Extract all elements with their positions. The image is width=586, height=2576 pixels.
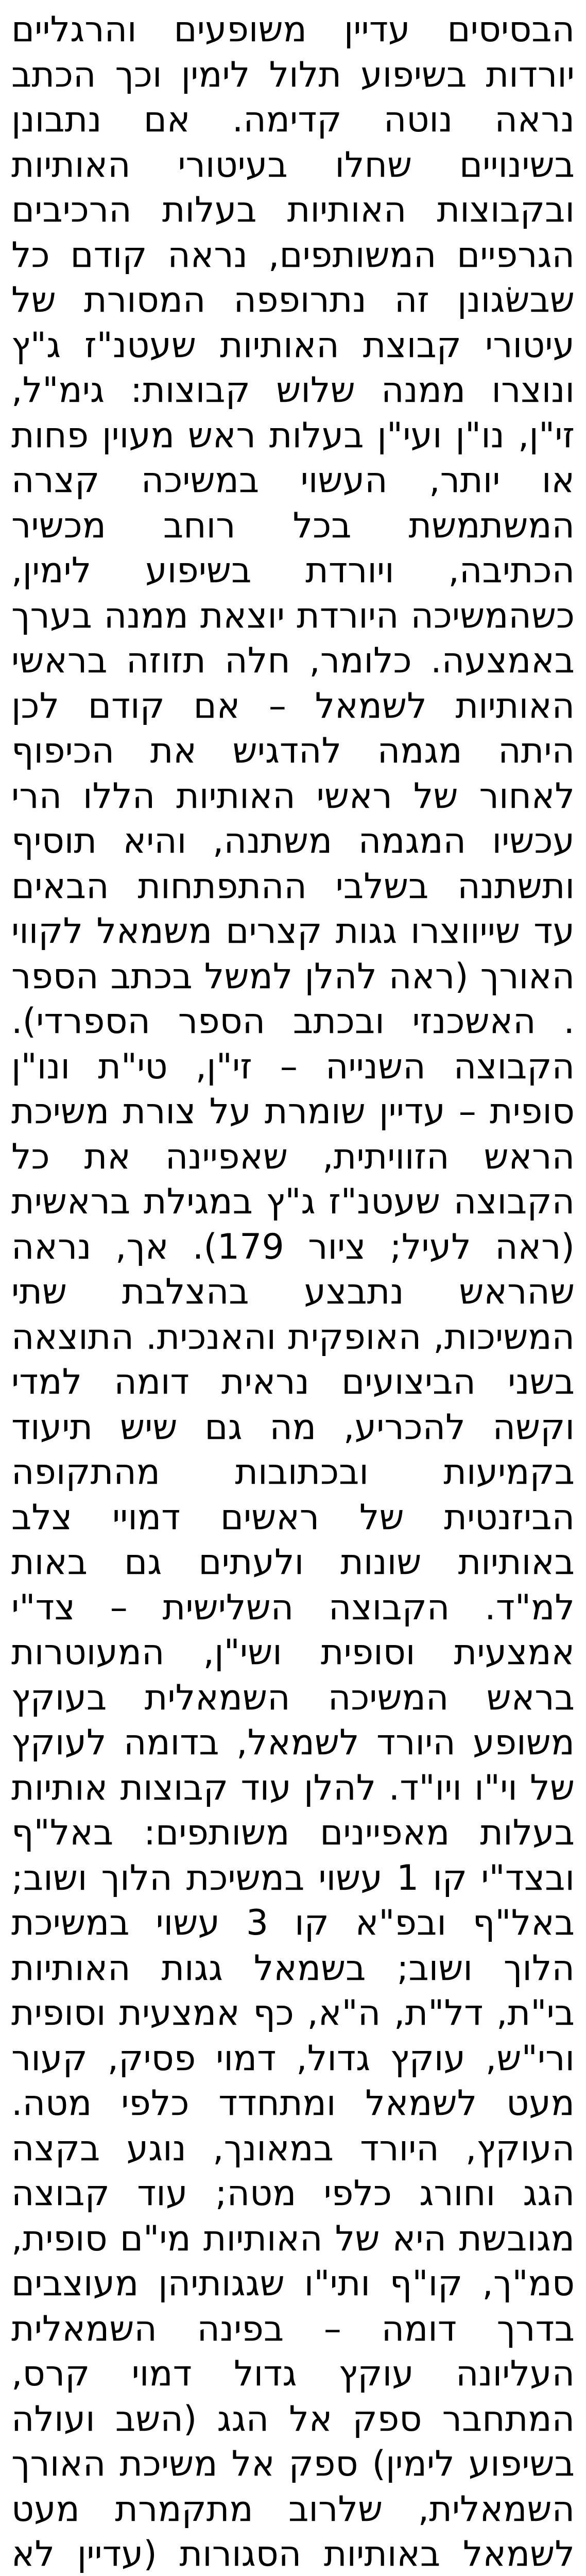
body-paragraph: הבסיסים עדיין משופעים והרגליים יורדות בשיפוע תלול לימין וכך הכתב נראה נוטה קדימה. אם נתבונן בשינויים שחלו בעיטורי האותיות ובקבוצות האותיות בעלות הרכיבים הגרפיים המשותפים, נראה קודם כל שבשׂגונן זה נתרופפה המסורת של עיטורי קבוצת האותיות שעטנ"ז ג"ץ ונוצרו ממנה שלוש קבוצות: גימ"ל, זי"ן, נו"ן ועי"ן בעלות ראש מעוין פחות או יותר, העשוי במשיכה קצרה המשתמשת בכל רוחב מכשיר הכתיבה, ויורדת בשיפוע לימין, כשהמשיכה היורדת יוצאת ממנה בערך באמצעה. כלומר, חלה תזוזה בראשי האותיות לשמאל – אם קודם לכן היתה מגמה להדגיש את הכיפוף לאחור של ראשי האותיות הללו הרי עכשיו המגמה משתנה, והיא תוסיף ותשתנה בשלבי ההתפתחות הבאים עד שייווצרו גגות קצרים משמאל לקווי האורך (ראה להלן למשל בכתב הספר . האשכנזי ובכתב הספר הספרדי). הקבוצה השנייה – זי"ן, טי"ת ונו"ן סופית – עדיין שומרת על צורת משיכת הראש הזוויתית, שאפיינה את כל הקבוצה שעטנ"ז ג"ץ במגילת בראשית (ראה לעיל; ציור 179). אך, נראה שהראש נתבצע בהצלבת שתי המשיכות, האופקית והאנכית. התוצאה בשני הביצועים נראית דומה למדי וקשה להכריע, מה גם שיש תיעוד בקמיעות ובכתובות מהתקופה הביזנטית של ראשים דמויי צלב באותיות שונות ולעתים גם באות למ"ד. הקבוצה השלישית – צד"י אמצעית וסופית ושי"ן, המעוטרות בראש המשיכה השמאלית בעוקץ משופע היורד לשמאל, בדומה לעוקץ של וי"ו ויו"ד. להלן עוד קבוצות אותיות בעלות מאפיינים משותפים: באל"ף ובצד"י קו 1 עשוי במשיכת הלוך ושוב; באל"ף ובפ"א קו 3 עשוי במשיכת הלוך ושוב; בשמאל גגות האותיות בי"ת, דל"ת, ה"א, כף אמצעית וסופית ורי"ש, עוקץ גדול, דמוי פסיק, קעור מעט לשמאל ומתחדד כלפי מטה. העוקץ, היורד במאונך, נוגע בקצה הגג וחורג כלפי מטה; עוד קבוצה מגובשת היא של האותיות מי"ם סופית, סמ"ך, קו"ף ותי"ו שגגותיהן מעוצבים בדרך דומה – בפינה השמאלית העליונה עוקץ גדול דמוי קרס, המתחבר ספק אל הגג (השב ועולה בשיפוע לימין) ספק אל משיכת האורך השמאלית, שלרוב מתקמרת מעט לשמאל באותיות הסגורות (עדיין לא — [11, 9, 575, 2574]
